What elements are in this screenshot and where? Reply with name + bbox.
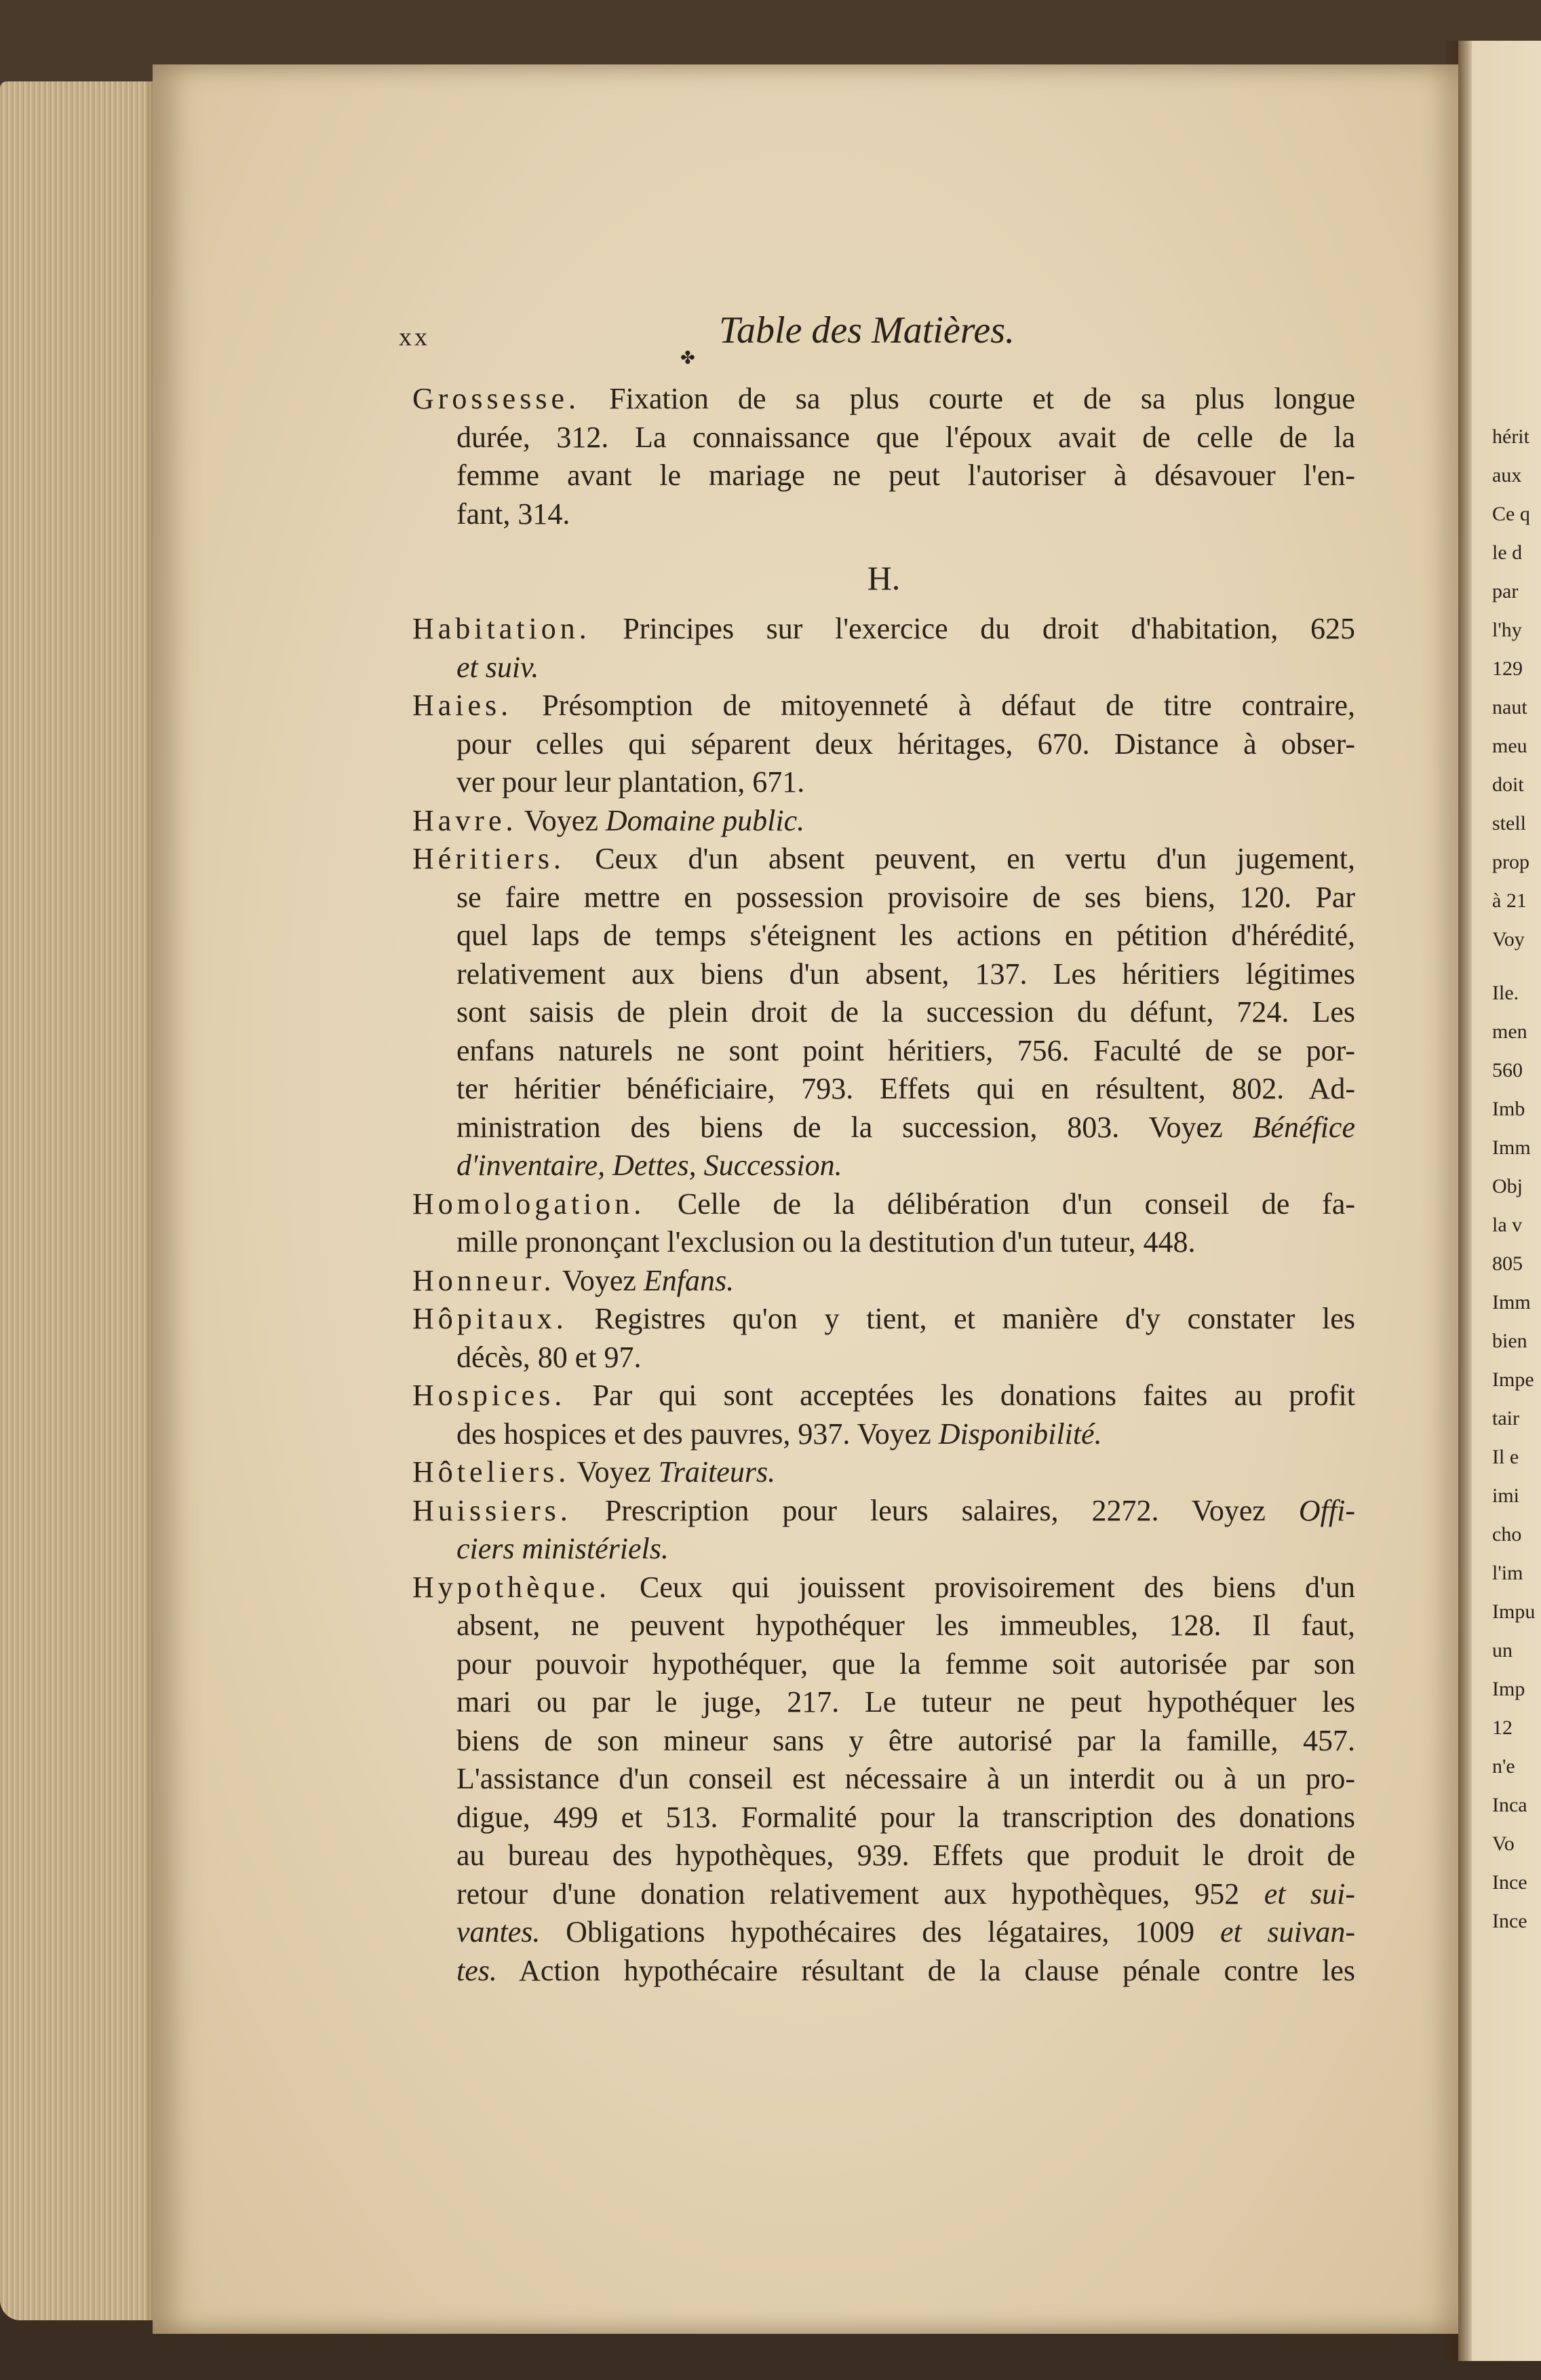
- entry-line: et suiv.: [456, 650, 539, 684]
- entry-line: pour pouvoir hypothéquer, que la femme soit autorisée par son: [456, 1647, 1355, 1681]
- entry-heading: Hospices.: [412, 1379, 566, 1412]
- entry-line: quel laps de temps s'éteignent les actions en pétition d'hérédité,: [456, 919, 1355, 952]
- facing-fragment: la v: [1492, 1214, 1523, 1236]
- entry-line: retour d'une donation relativement aux hypothèques, 952 et sui-: [456, 1877, 1355, 1911]
- facing-fragment: Imm: [1492, 1291, 1531, 1313]
- facing-fragment: Imm: [1492, 1136, 1531, 1159]
- entry-line: Homologation. Celle de la délibération d'un conseil de fa-: [412, 1187, 1355, 1221]
- facing-fragment: Inca: [1492, 1794, 1527, 1816]
- entry-line: Havre. Voyez Domaine public.: [412, 803, 805, 837]
- cross-reference: Domaine public.: [605, 803, 805, 837]
- facing-fragment: Voy: [1492, 928, 1525, 951]
- facing-fragment: 805: [1492, 1252, 1523, 1275]
- entry-heading: Hôteliers.: [412, 1455, 570, 1489]
- facing-fragment: imi: [1492, 1484, 1520, 1507]
- facing-fragment: Ince: [1492, 1871, 1527, 1894]
- facing-fragment: doit: [1492, 773, 1524, 796]
- facing-fragment: men: [1492, 1020, 1527, 1043]
- entry-line: relativement aux biens d'un absent, 137. Les héritiers légitimes: [456, 957, 1355, 991]
- printer-ornament: ✤: [680, 348, 695, 368]
- facing-fragment: l'hy: [1492, 619, 1522, 641]
- entry-line: mari ou par le juge, 217. Le tuteur ne peut hypothéquer les: [456, 1685, 1355, 1719]
- entry-line: pour celles qui séparent deux héritages, 670. Distance à obser-: [456, 727, 1355, 761]
- entry-line: sont saisis de plein droit de la succession du défunt, 724. Les: [456, 995, 1355, 1029]
- entry-line: Habitation. Principes sur l'exercice du droit d'habitation, 625: [412, 612, 1355, 645]
- facing-fragment: n'e: [1492, 1755, 1515, 1778]
- entry-line: au bureau des hypothèques, 939. Effets que produit le droit de: [456, 1839, 1355, 1872]
- page-number: xx: [399, 323, 430, 351]
- entry-line: femme avant le mariage ne peut l'autoriser à désavouer l'en-: [456, 459, 1355, 492]
- facing-fragment: Ince: [1492, 1910, 1527, 1932]
- entry-line: Héritiers. Ceux d'un absent peuvent, en vertu d'un jugement,: [412, 842, 1355, 875]
- entry-heading: Haies.: [412, 689, 513, 722]
- entry-line: mille prononçant l'exclusion ou la destitution d'un tuteur, 448.: [456, 1225, 1196, 1259]
- entry-line: vantes. Obligations hypothécaires des légataires, 1009 et suivan-: [456, 1915, 1355, 1949]
- entry-line: enfans naturels ne sont point héritiers, 756. Faculté de se por-: [456, 1033, 1355, 1067]
- entry-line: Huissiers. Prescription pour leurs salaires, 2272. Voyez Offi-: [412, 1493, 1355, 1527]
- cross-reference: Offi-: [1298, 1493, 1355, 1527]
- cross-reference: ciers ministériels.: [456, 1532, 669, 1565]
- entry-heading: Grossesse.: [412, 382, 580, 415]
- entry-line: décès, 80 et 97.: [456, 1340, 642, 1374]
- running-title: Table des Matières.: [719, 309, 1015, 351]
- cross-reference: Disponibilité.: [938, 1417, 1102, 1451]
- facing-fragment: stell: [1492, 812, 1526, 834]
- facing-fragment: Imb: [1492, 1098, 1525, 1120]
- facing-fragment: le d: [1492, 541, 1523, 564]
- facing-fragment: un: [1492, 1639, 1513, 1662]
- entry-heading: Habitation.: [412, 612, 591, 645]
- facing-fragment: Ile.: [1492, 982, 1519, 1004]
- entry-heading: Havre.: [412, 803, 518, 837]
- facing-fragment: Impe: [1492, 1368, 1534, 1391]
- facing-fragment: Il e: [1492, 1446, 1519, 1468]
- facing-fragment: Imp: [1492, 1678, 1525, 1700]
- entry-line: Hôpitaux. Registres qu'on y tient, et manière d'y constater les: [412, 1302, 1355, 1335]
- entry-line: fant, 314.: [456, 497, 570, 531]
- facing-fragment: Impu: [1492, 1600, 1536, 1623]
- entry-heading: Huissiers.: [412, 1493, 572, 1527]
- facing-fragment: 12: [1492, 1716, 1513, 1739]
- entry-heading: Hypothèque.: [412, 1570, 611, 1604]
- entry-line: biens de son mineur sans y être autorisé par la famille, 457.: [456, 1723, 1355, 1757]
- facing-fragment: prop: [1492, 851, 1529, 873]
- facing-fragment: 129: [1492, 657, 1523, 680]
- facing-fragment: bien: [1492, 1330, 1527, 1352]
- facing-fragment: Obj: [1492, 1175, 1523, 1197]
- section-letter: H.: [867, 559, 901, 597]
- facing-fragment: cho: [1492, 1523, 1522, 1546]
- entry-line: ministration des biens de la succession, 803. Voyez Bénéfice: [456, 1110, 1355, 1144]
- entry-line: Hospices. Par qui sont acceptées les donations faites au profit: [412, 1379, 1355, 1412]
- index-text: [412, 380, 1355, 1990]
- entry-line: ver pour leur plantation, 671.: [456, 765, 805, 799]
- entry-line: Hôteliers. Voyez Traiteurs.: [412, 1455, 776, 1489]
- entry-line: durée, 312. La connaissance que l'époux avait de celle de la: [456, 420, 1355, 454]
- cross-reference: Traiteurs.: [658, 1455, 776, 1489]
- facing-fragment: Ce q: [1492, 503, 1530, 525]
- entry-line: digue, 499 et 513. Formalité pour la transcription des donations: [456, 1800, 1355, 1834]
- facing-fragment: aux: [1492, 464, 1522, 486]
- entry-line: L'assistance d'un conseil est nécessaire à un interdit ou à un pro-: [456, 1762, 1355, 1795]
- facing-page-fragments: [1492, 417, 1534, 1940]
- entry-line: Grossesse. Fixation de sa plus courte et de sa plus longue: [412, 382, 1355, 415]
- facing-fragment: Vo: [1492, 1832, 1515, 1855]
- entry-heading: Héritiers.: [412, 842, 565, 875]
- facing-fragment: l'im: [1492, 1562, 1523, 1584]
- entry-line: se faire mettre en possession provisoire de ses biens, 120. Par: [456, 880, 1355, 914]
- entry-line: tes. Action hypothécaire résultant de la clause pénale contre les: [456, 1953, 1355, 1987]
- entry-heading: Honneur.: [412, 1263, 555, 1297]
- facing-fragment: tair: [1492, 1407, 1519, 1429]
- entry-line: Honneur. Voyez Enfans.: [412, 1263, 735, 1297]
- entry-line: ter héritier bénéficiaire, 793. Effets qui en résultent, 802. Ad-: [456, 1072, 1355, 1105]
- entry-line: absent, ne peuvent hypothéquer les immeubles, 128. Il faut,: [456, 1609, 1355, 1642]
- running-head: [0, 309, 1541, 368]
- facing-fragment: à 21: [1492, 889, 1527, 912]
- facing-fragment: par: [1492, 580, 1519, 602]
- cross-reference: Bénéfice: [1252, 1110, 1355, 1144]
- entry-line: des hospices et des pauvres, 937. Voyez Disponibilité.: [456, 1417, 1102, 1451]
- entry-line: Hypothèque. Ceux qui jouissent provisoirement des biens d'un: [412, 1570, 1355, 1604]
- page-edges: [0, 81, 159, 2320]
- facing-fragment: meu: [1492, 735, 1527, 757]
- cross-reference: d'inventaire, Dettes, Succession.: [456, 1149, 842, 1182]
- facing-fragment: 560: [1492, 1059, 1523, 1081]
- cross-reference: Enfans.: [643, 1263, 735, 1297]
- facing-fragment: hérit: [1492, 425, 1529, 448]
- facing-fragment: naut: [1492, 696, 1527, 718]
- entry-heading: Hôpitaux.: [412, 1302, 568, 1335]
- entry-heading: Homologation.: [412, 1187, 646, 1221]
- entry-line: Haies. Présomption de mitoyenneté à défaut de titre contraire,: [412, 689, 1355, 722]
